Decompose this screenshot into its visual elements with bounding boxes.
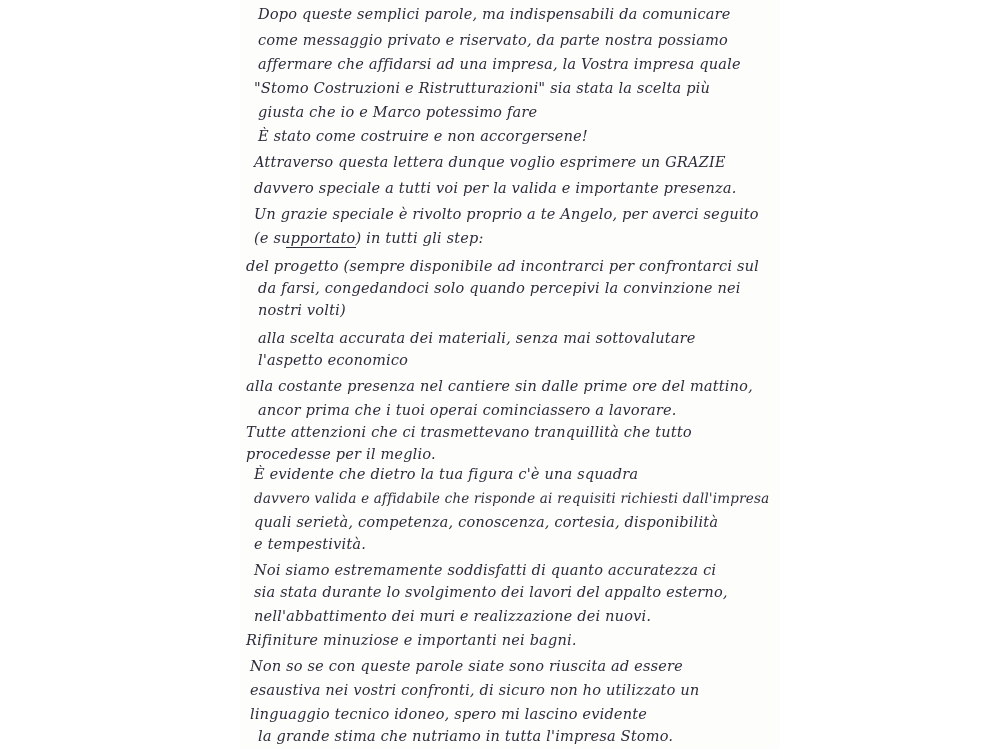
handwritten-letter-paper (240, 0, 780, 750)
letter-line: linguaggio tecnico idoneo, spero mi lascino evidente (250, 707, 648, 723)
letter-line: davvero speciale a tutti voi per la valida e importante presenza. (254, 181, 737, 197)
letter-line: come messaggio privato e riservato, da parte nostra possiamo (258, 33, 728, 49)
letter-line: Rifiniture minuziose e importanti nei bagni. (246, 633, 577, 649)
letter-line: alla costante presenza nel cantiere sin dalle prime ore del mattino, (246, 379, 753, 395)
letter-line: da farsi, congedandoci solo quando percepivi la convinzione nei (258, 281, 741, 297)
letter-line: la grande stima che nutriamo in tutta l'impresa Stomo. (258, 729, 674, 745)
letter-line: "Stomo Costruzioni e Ristrutturazioni" sia stata la scelta più (254, 81, 711, 97)
letter-line: (e supportato) in tutti gli step: (254, 231, 484, 247)
letter-line: Un grazie speciale è rivolto proprio a te Angelo, per averci seguito (254, 207, 759, 223)
letter-line: alla scelta accurata dei materiali, senza mai sottovalutare (258, 331, 696, 347)
underline-mark (286, 247, 356, 248)
letter-line: e tempestività. (254, 537, 367, 553)
letter-line: del progetto (sempre disponibile ad incontrarci per confrontarci sul (246, 259, 759, 275)
letter-line: Non so se con queste parole siate sono riuscita ad essere (250, 659, 683, 675)
letter-line: È stato come costruire e non accorgersene! (258, 129, 588, 145)
letter-line: Noi siamo estremamente soddisfatti di quanto accuratezza ci (254, 563, 717, 579)
letter-line: È evidente che dietro la tua figura c'è una squadra (254, 467, 639, 483)
letter-line: esaustiva nei vostri confronti, di sicuro non ho utilizzato un (250, 683, 700, 699)
letter-line: nostri volti) (258, 303, 346, 319)
letter-line: davvero valida e affidabile che risponde ai requisiti richiesti dall'impresa (254, 491, 770, 507)
letter-line: nell'abbattimento dei muri e realizzazione dei nuovi. (254, 609, 652, 625)
letter-line: sia stata durante lo svolgimento dei lavori del appalto esterno, (254, 585, 728, 601)
letter-line: procedesse per il meglio. (246, 447, 436, 463)
letter-line: Attraverso questa lettera dunque voglio esprimere un GRAZIE (254, 155, 726, 171)
letter-line: giusta che io e Marco potessimo fare (258, 105, 538, 121)
letter-line: affermare che affidarsi ad una impresa, la Vostra impresa quale (258, 57, 741, 73)
letter-line: Dopo queste semplici parole, ma indispensabili da comunicare (258, 7, 731, 23)
letter-line: quali serietà, competenza, conoscenza, cortesia, disponibilità (254, 515, 719, 531)
letter-line: Tutte attenzioni che ci trasmettevano tranquillità che tutto (246, 425, 692, 441)
letter-line: l'aspetto economico (258, 353, 409, 369)
letter-line: ancor prima che i tuoi operai cominciassero a lavorare. (258, 403, 677, 419)
